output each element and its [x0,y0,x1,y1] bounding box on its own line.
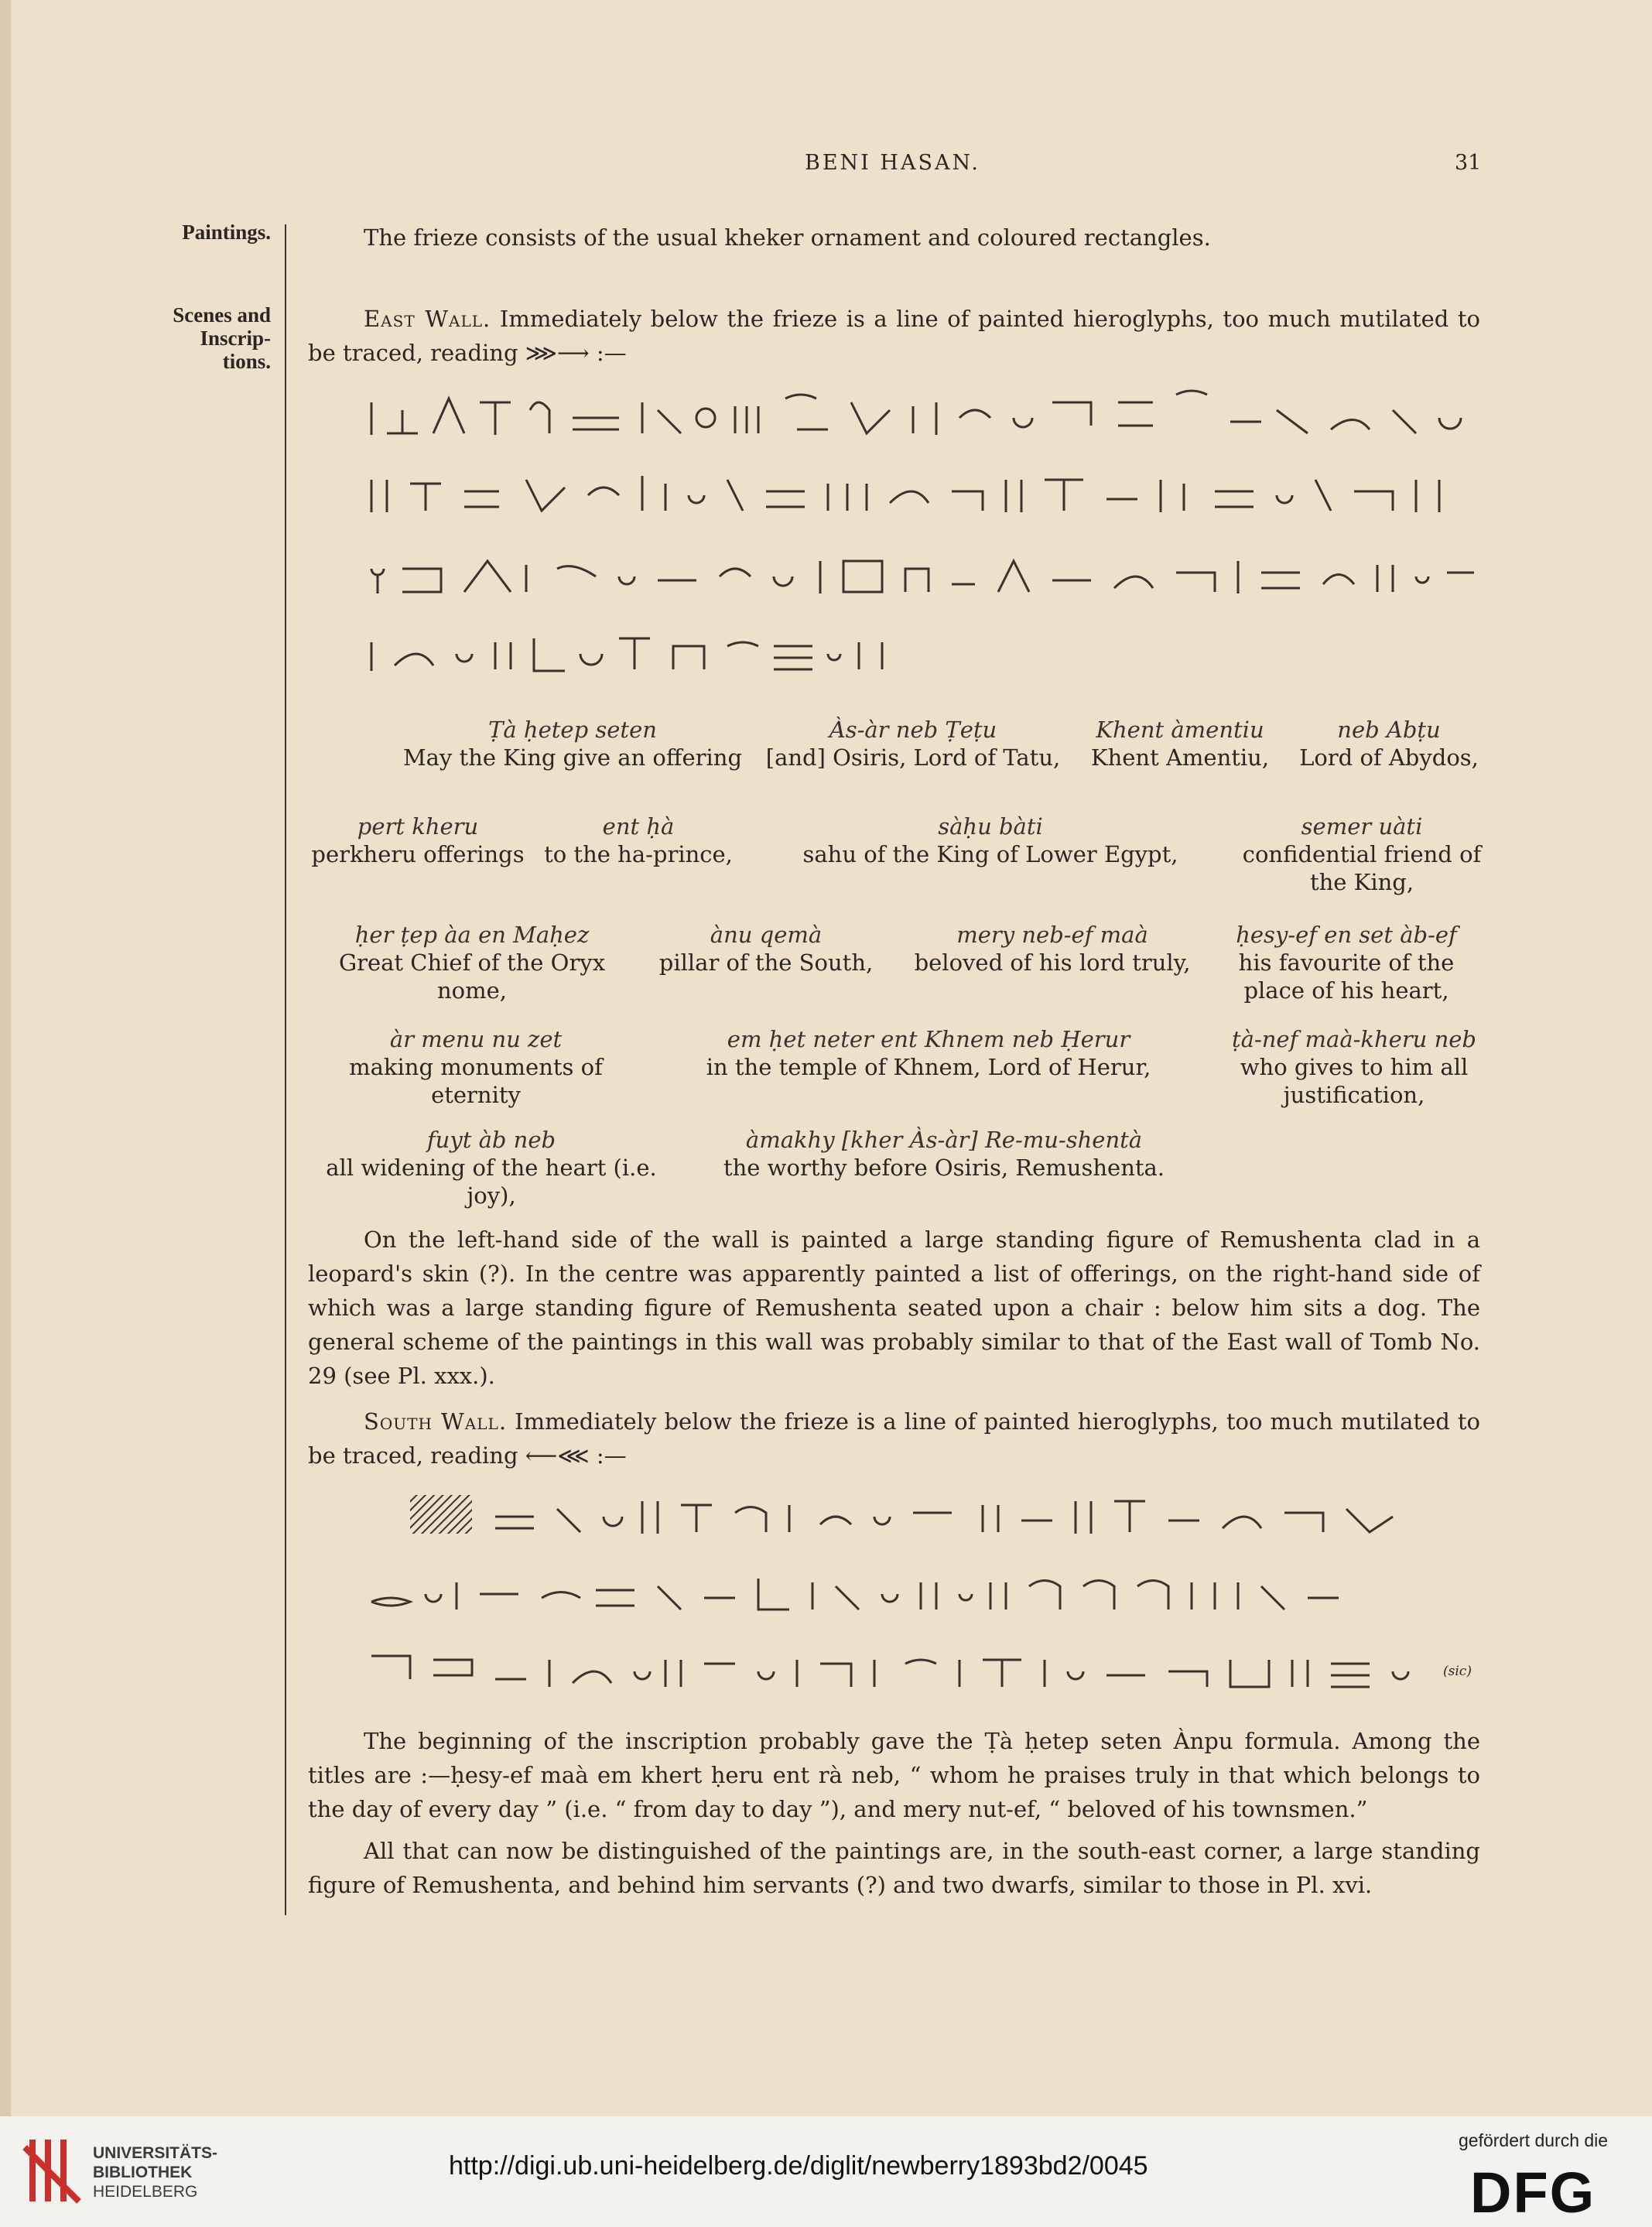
margin-rule [285,224,286,1915]
east-wall-paragraph [308,302,1480,370]
translation-item [642,921,890,977]
translation-text: who gives to him all justification, [1240,1054,1469,1108]
translation-item [1238,812,1486,896]
transliteration: àmakhy [kher Às-àr] Re-mu-shentà [745,1127,1143,1153]
translation-text: Khent Amentiu, [1090,744,1270,771]
translation-item [774,812,1207,868]
transliteration: semer uàti [1301,813,1423,840]
transliteration: mery neb-ef maà [956,922,1148,948]
translation-text: perkheru offerings [311,841,525,867]
translation-item [1207,921,1486,1004]
translation-text: the worthy before Osiris, Remushenta. [723,1155,1165,1181]
library-logo-icon [17,2132,87,2209]
reading-direction-arrow: ⋙⟶ :— [525,340,627,366]
translation-item [1223,1025,1486,1109]
dfg-logo: DFG [1470,2160,1596,2225]
hieroglyph-glyphs [364,464,1478,520]
translation-text: beloved of his lord truly, [914,949,1191,976]
translation-item [306,1025,646,1109]
hieroglyph-glyphs [364,623,905,679]
translation-item [758,716,1068,771]
transliteration: em ḥet neter ent Khnem neb Ḥerur [727,1026,1130,1052]
south-wall-heading: South Wall. [364,1408,508,1435]
transliteration: àr menu nu zet [389,1026,563,1052]
viewer-footer [0,2116,1652,2227]
east-wall-intro: Immediately below the frieze is a line of painted hieroglyphs, too much mutilated to be traced, reading [308,306,1481,366]
translation-item [306,1126,677,1209]
translation-text: Lord of Abydos, [1299,744,1479,771]
library-name-line: BIBLIOTHEK [93,2164,193,2181]
south-wall-paragraph-1: The beginning of the inscription probably gave the Ṭà ḥetep seten Ànpu formula. Among the titles are :—ḥesy-ef maà em khert ḥeru ent rà neb, “ whom he praises truly in that which belongs to the day of every day ” (i.e. “ from day to day ”), and mery nut-ef, “ beloved of his townsmen.” [308,1728,1480,1822]
translation-text: sahu of the King of Lower Egypt, [802,841,1178,867]
translation-text: his favourite of the place of his heart, [1238,949,1455,1004]
hieroglyph-glyphs [364,1640,1478,1696]
translation-item [696,1126,1192,1182]
page-header [0,151,1652,182]
transliteration: pert kheru [357,813,479,840]
translation-item [681,1025,1176,1081]
translation-item [306,812,530,868]
library-name-line: UNIVERSITÄTS- [93,2144,218,2162]
library-name-line: HEIDELBERG [93,2183,198,2201]
east-wall-heading: East Wall. [364,306,491,332]
hieroglyph-glyphs [364,387,1478,443]
hieroglyph-glyphs [364,1486,1478,1541]
translation-item [1292,716,1486,771]
transliteration: Khent àmentiu [1096,717,1264,743]
hieroglyph-row [364,1640,1478,1695]
hieroglyph-row [364,1486,1478,1540]
hieroglyph-glyphs [364,546,1478,601]
page-gutter [0,0,11,2116]
translation-text: making monuments of eternity [349,1054,603,1108]
reading-direction-arrow: ⟵⋘ :— [525,1442,627,1469]
sidenote-scenes [116,303,271,373]
south-wall-paragraph-2: All that can now be distinguished of the paintings are, in the south-east corner, a large standing figure of Remushenta, and behind him servants (?) and two dwarfs, similar to those in Pl. xvi. [308,1838,1480,1898]
hieroglyph-row [364,387,1478,441]
south-wall-paragraph [308,1404,1480,1473]
page-number: 31 [1455,151,1482,175]
transliteration: neb Abṭu [1337,717,1441,743]
east-wall-description: On the left-hand side of the wall is painted a large standing figure of Remushenta clad in a leopard's skin (?). In the centre was apparently painted a list of offerings, on the right-hand side of which was a large standing figure of Remushenta seated upon a chair : below him sits a dog. The general scheme of the paintings in this wall was probably similar to that of the East wall of Tomb No. 29 (see Pl. xxx.). [308,1226,1480,1389]
sidenote-line: Scenes and [173,303,271,327]
transliteration: ṭà-nef maà-kheru neb [1232,1026,1476,1052]
transliteration: ent ḥà [602,813,675,840]
south-wall-intro: Immediately below the frieze is a line of painted hieroglyphs, too much mutilated to be traced, reading [308,1408,1481,1469]
library-name [93,2143,217,2201]
translation-text: confidential friend of the King, [1242,841,1482,895]
translation-item [534,812,743,868]
transliteration: sàḥu bàti [938,813,1043,840]
sponsor-label: gefördert durch die [1459,2130,1609,2150]
translation-item [1076,716,1284,771]
translation-text: Great Chief of the Oryx nome, [338,949,606,1004]
transliteration: ànu qemà [710,922,823,948]
translation-item [306,921,638,1004]
translation-text: all widening of the heart (i.e. joy), [326,1155,657,1209]
translation-text: [and] Osiris, Lord of Tatu, [765,744,1061,771]
translation-text: to the ha-prince, [544,841,733,867]
hieroglyph-glyphs [364,1563,1478,1619]
sic-note: (sic) [1443,1664,1472,1679]
translation-item [395,716,751,771]
transliteration: ḥer ṭep àa en Maḥez [354,922,590,948]
transliteration: Ṭà ḥetep seten [488,717,657,743]
translation-text: in the temple of Khnem, Lord of Herur, [706,1054,1151,1080]
transliteration: Às-àr neb Ṭeṭu [829,717,997,743]
hieroglyph-row [364,546,1478,600]
transliteration: ḥesy-ef en set àb-ef [1236,922,1457,948]
translation-item [898,921,1207,977]
permalink-url[interactable]: http://digi.ub.uni-heidelberg.de/diglit/newberry1893bd2/0045 [449,2151,1148,2181]
translation-text: pillar of the South, [658,949,874,976]
hieroglyph-row [364,1563,1478,1617]
transliteration: fuyt àb neb [426,1127,556,1153]
sidenote-line: tions. [222,350,271,373]
sidenote-paintings: Paintings. [182,221,271,244]
running-title: BENI HASAN. [805,151,980,175]
frieze-paragraph: The frieze consists of the usual kheker ornament and coloured rectangles. [364,224,1211,251]
sidenote-line: Inscrip- [200,327,271,350]
hieroglyph-row [364,623,905,677]
hieroglyph-row [364,464,1478,518]
translation-text: May the King give an offering [402,744,743,771]
